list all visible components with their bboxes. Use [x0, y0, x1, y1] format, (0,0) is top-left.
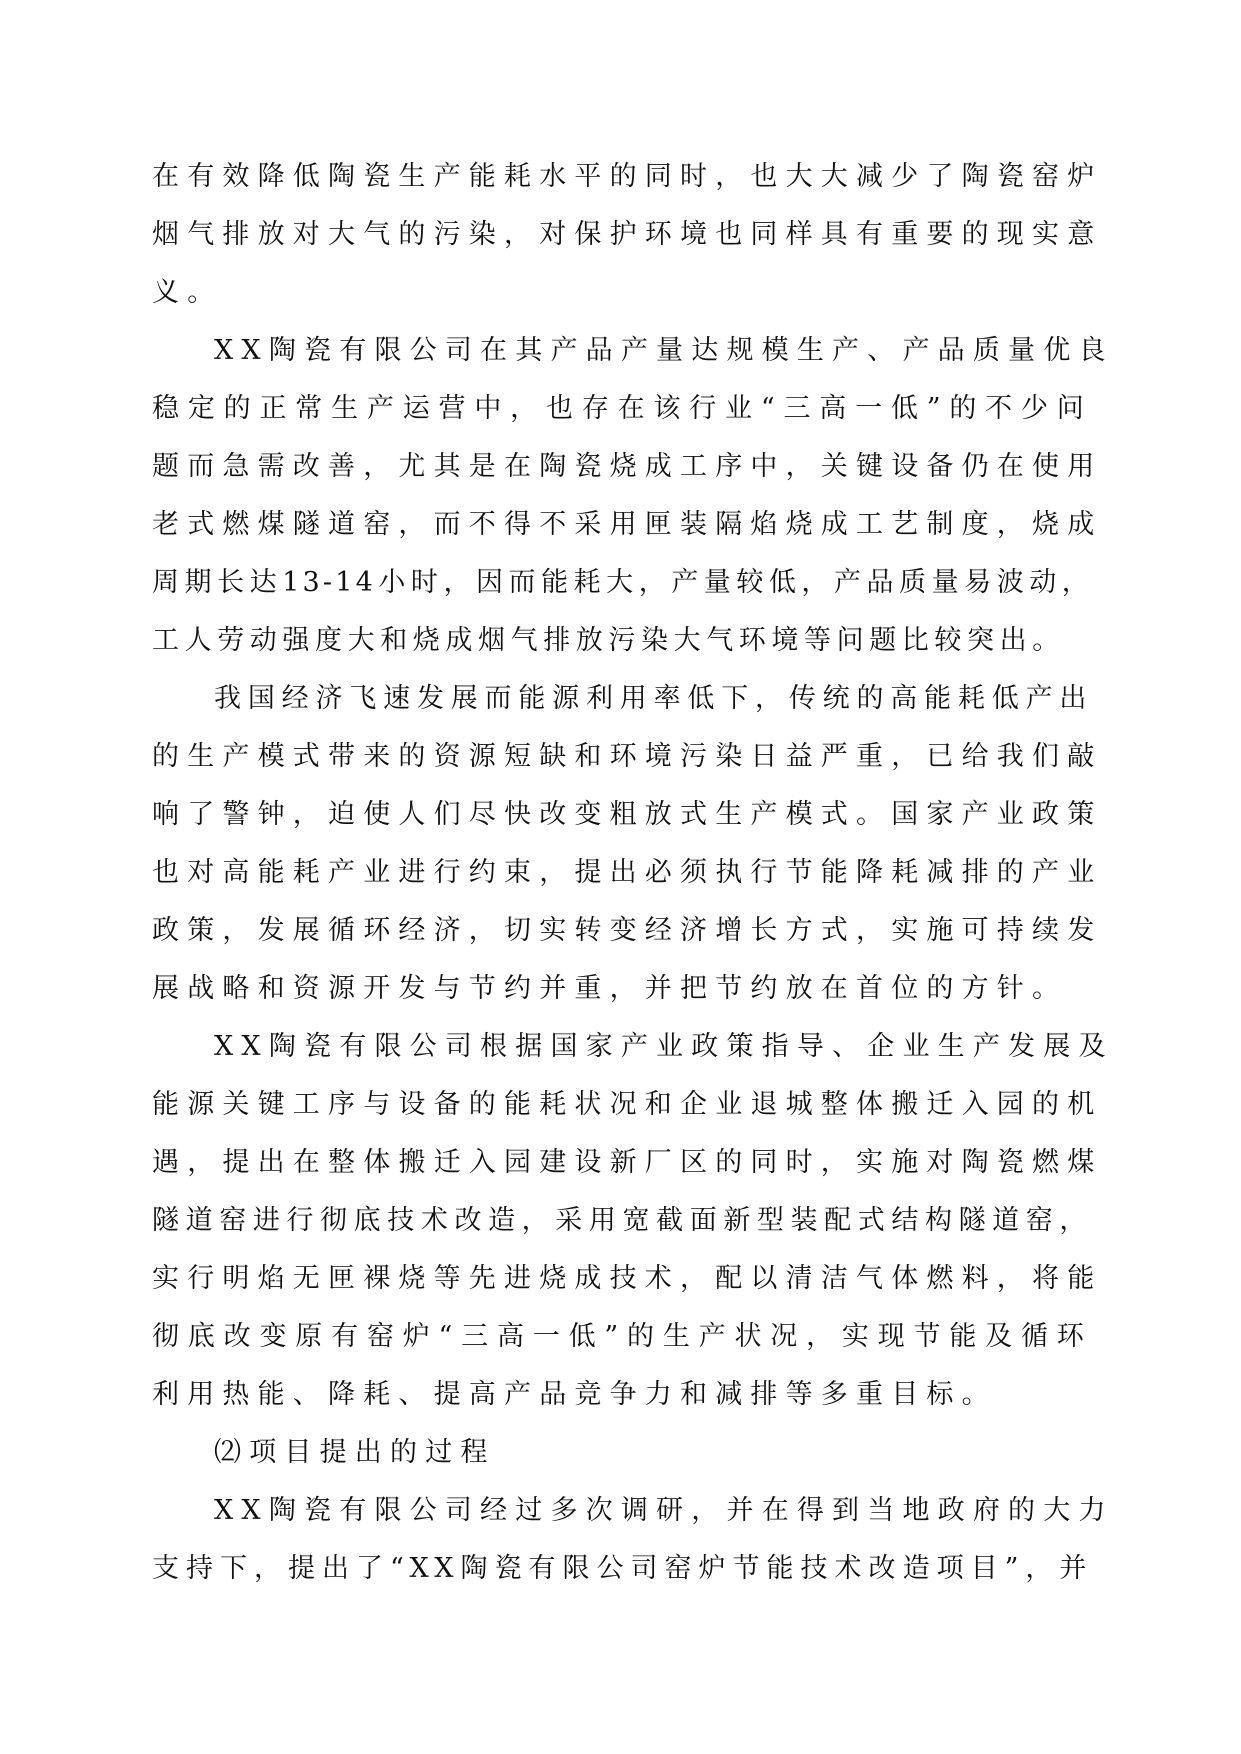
- paragraph-start-line: 我国经济飞速发展而能源利用率低下，传统的高能耗低产出: [214, 683, 1092, 714]
- text-line: 能源关键工序与设备的能耗状况和企业退城整体搬迁入园的机: [152, 1089, 1103, 1120]
- text-line: 题而急需改善，尤其是在陶瓷烧成工序中，关键设备仍在使用: [152, 451, 1103, 482]
- paragraph-start-line: XX陶瓷有限公司在其产品产量达规模生产、产品质量优良: [214, 335, 1114, 366]
- text-line: 实行明焰无匣裸烧等先进烧成技术，配以清洁气体燃料，将能: [152, 1263, 1103, 1294]
- text-line: 彻底改变原有窑炉“三高一低”的生产状况，实现节能及循环: [152, 1321, 1092, 1352]
- text-line: 老式燃煤隧道窑，而不得不采用匣装隔焰烧成工艺制度，烧成: [152, 509, 1103, 540]
- text-line: 利用热能、降耗、提高产品竞争力和减排等多重目标。: [152, 1379, 997, 1410]
- section-heading: ⑵项目提出的过程: [214, 1437, 496, 1468]
- text-line: 义。: [152, 277, 223, 308]
- text-line: 政策，发展循环经济，切实转变经济增长方式，实施可持续发: [152, 915, 1103, 946]
- text-line: 周期长达13-14小时，因而能耗大，产量较低，产品质量易波动，: [152, 567, 1092, 598]
- text-line: 遇，提出在整体搬迁入园建设新厂区的同时，实施对陶瓷燃煤: [152, 1147, 1103, 1178]
- paragraph-start-line: XX陶瓷有限公司根据国家产业政策指导、企业生产发展及: [214, 1031, 1114, 1062]
- body-text: [152, 148, 1114, 1598]
- text-line: 工人劳动强度大和烧成烟气排放污染大气环境等问题比较突出。: [152, 625, 1065, 656]
- text-line: 响了警钟，迫使人们尽快改变粗放式生产模式。国家产业政策: [152, 799, 1103, 830]
- text-line: 在有效降低陶瓷生产能耗水平的同时，也大大减少了陶瓷窑炉: [152, 161, 1103, 192]
- text-line: 的生产模式带来的资源短缺和环境污染日益严重，已给我们敲: [152, 741, 1103, 772]
- text-line: 支持下，提出了“XX陶瓷有限公司窑炉节能技术改造项目”，并: [152, 1553, 1092, 1584]
- text-line: 稳定的正常生产运营中，也存在该行业“三高一低”的不少问: [152, 393, 1092, 424]
- text-line: 隧道窑进行彻底技术改造，采用宽截面新型装配式结构隧道窑，: [152, 1205, 1092, 1236]
- text-line: 烟气排放对大气的污染，对保护环境也同样具有重要的现实意: [152, 219, 1103, 250]
- text-line: 也对高能耗产业进行约束，提出必须执行节能降耗减排的产业: [152, 857, 1103, 888]
- text-line: 展战略和资源开发与节约并重，并把节约放在首位的方针。: [152, 973, 1068, 1004]
- paragraph-start-line: XX陶瓷有限公司经过多次调研，并在得到当地政府的大力: [214, 1495, 1114, 1526]
